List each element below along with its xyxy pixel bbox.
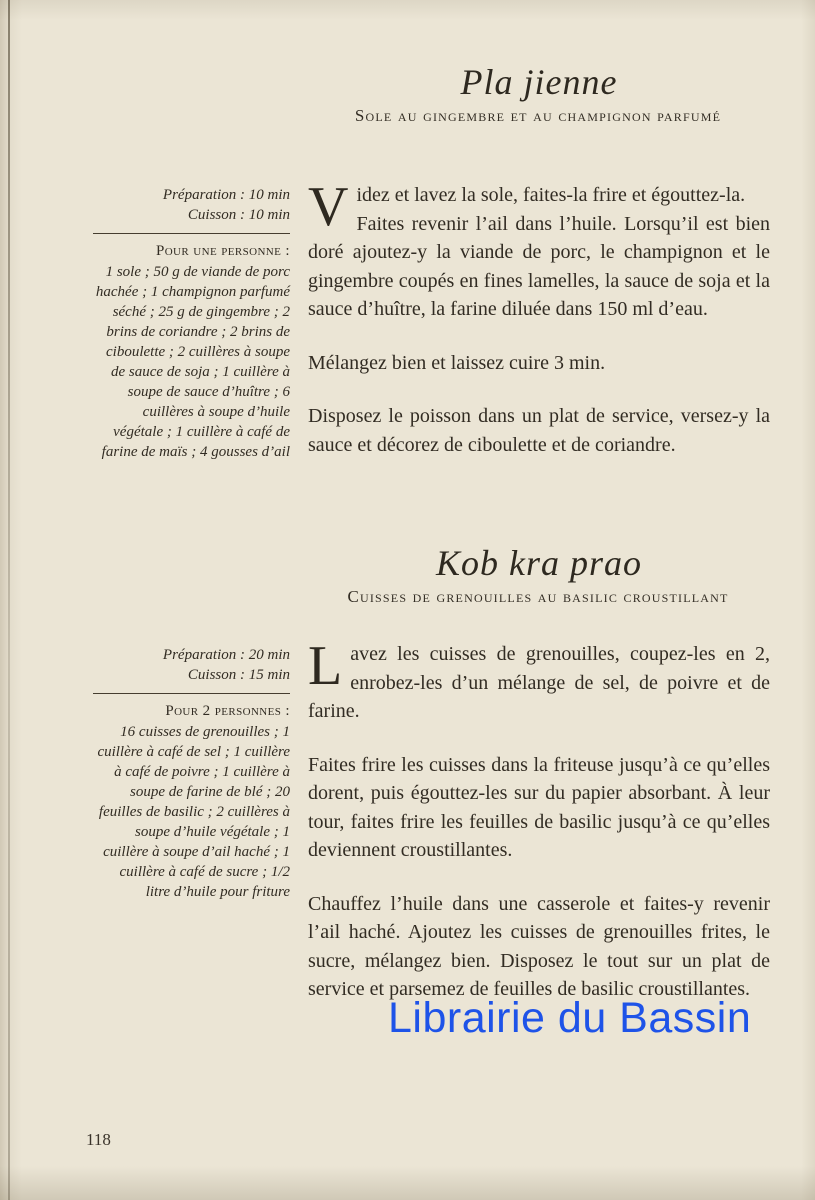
recipe-sidebar-pla-jienne xyxy=(93,185,290,462)
preparation-time: Préparation : 10 min xyxy=(162,187,290,203)
paragraph-opening xyxy=(308,635,770,726)
paragraph-3: Disposez le poisson dans un plat de service, versez-y la sauce et décorez de ciboulette et de coriandre. xyxy=(308,405,770,456)
bookseller-watermark: Librairie du Bassin xyxy=(388,994,752,1042)
opening-text: idez et lavez la sole, faites-la frire et égouttez-la. xyxy=(356,184,746,206)
paragraph-opening xyxy=(308,176,770,238)
recipe-subtitle-pla-jienne: Sole au gingembre et au champignon parfumé xyxy=(354,106,722,125)
sidebar-divider xyxy=(93,233,290,234)
recipe-sidebar-kob-kra-prao xyxy=(93,645,290,902)
preparation-time: Préparation : 20 min xyxy=(162,647,290,663)
paragraph-2: Mélangez bien et laissez cuire 3 min. xyxy=(308,351,606,374)
recipe-body-kob-kra-prao xyxy=(308,635,770,1004)
dropcap-letter: V xyxy=(308,176,349,238)
paragraph-continuation: Faites revenir l’ail dans l’huile. Lorsqu’il est bien doré ajoutez-y la viande de porc, le champignon et le gingembre coupés en fines lamelles, la sauce de soja et la sauce d’huître, la farine diluée dans 150 ml d’eau. xyxy=(308,212,770,320)
page-edge-shadow xyxy=(8,0,10,1200)
ingredients-list: 16 cuisses de grenouilles ; 1 cuillère à café de sel ; 1 cuillère à café de poivre ; 1 cuillère à soupe de farine de blé ; 20 feuilles de basilic ; 2 cuillères à soupe d’huile végétale ; 1 cuillère à soupe d’ail haché ; 1 cuillère à café de sucre ; 1/2 litre d’huile pour friture xyxy=(97,724,290,900)
recipe-body-pla-jienne xyxy=(308,176,770,459)
paragraph-2: Faites frire les cuisses dans la friteuse jusqu’à ce qu’elles dorent, puis égouttez-les sur du papier absorbant. À leur tour, faites frire les feuilles de basilic jusqu’à ce qu’elles deviennent croustillantes. xyxy=(308,753,770,861)
page-number: 118 xyxy=(86,1130,111,1149)
ingredients-list: 1 sole ; 50 g de viande de porc hachée ; 1 champignon parfumé séché ; 25 g de gingembre ; 2 brins de coriandre ; 2 brins de ciboulette ; 2 cuillères à soupe de sauce de soja ; 1 cuillère à soupe de sauce d’huître ; 6 cuillères à soupe d’huile végétale ; 1 cuillère à café de farine de maïs ; 4 gousses d’ail xyxy=(95,264,290,460)
dropcap-letter: L xyxy=(308,635,343,697)
paragraph-3: Chauffez l’huile dans une casserole et faites-y revenir l’ail haché. Ajoutez les cuisses de grenouilles frites, le sucre, mélangez bien. Disposez le tout sur un plat de service et parsemez de feuilles de basilic croustillantes. xyxy=(308,892,770,1000)
cooking-time: Cuisson : 15 min xyxy=(187,667,290,683)
recipe-title-pla-jienne: Pla jienne xyxy=(460,62,618,102)
cooking-time: Cuisson : 10 min xyxy=(187,207,290,223)
serving-label: Pour 2 personnes : xyxy=(165,703,290,719)
recipe-subtitle-kob-kra-prao: Cuisses de grenouilles au basilic croustillant xyxy=(347,587,729,606)
serving-label: Pour une personne : xyxy=(155,243,290,259)
recipe-title-kob-kra-prao: Kob kra prao xyxy=(435,543,642,583)
opening-text: avez les cuisses de grenouilles, coupez-les en 2, enrobez-les d’un mélange de sel, de poivre et de farine. xyxy=(308,643,770,722)
sidebar-divider xyxy=(93,693,290,694)
